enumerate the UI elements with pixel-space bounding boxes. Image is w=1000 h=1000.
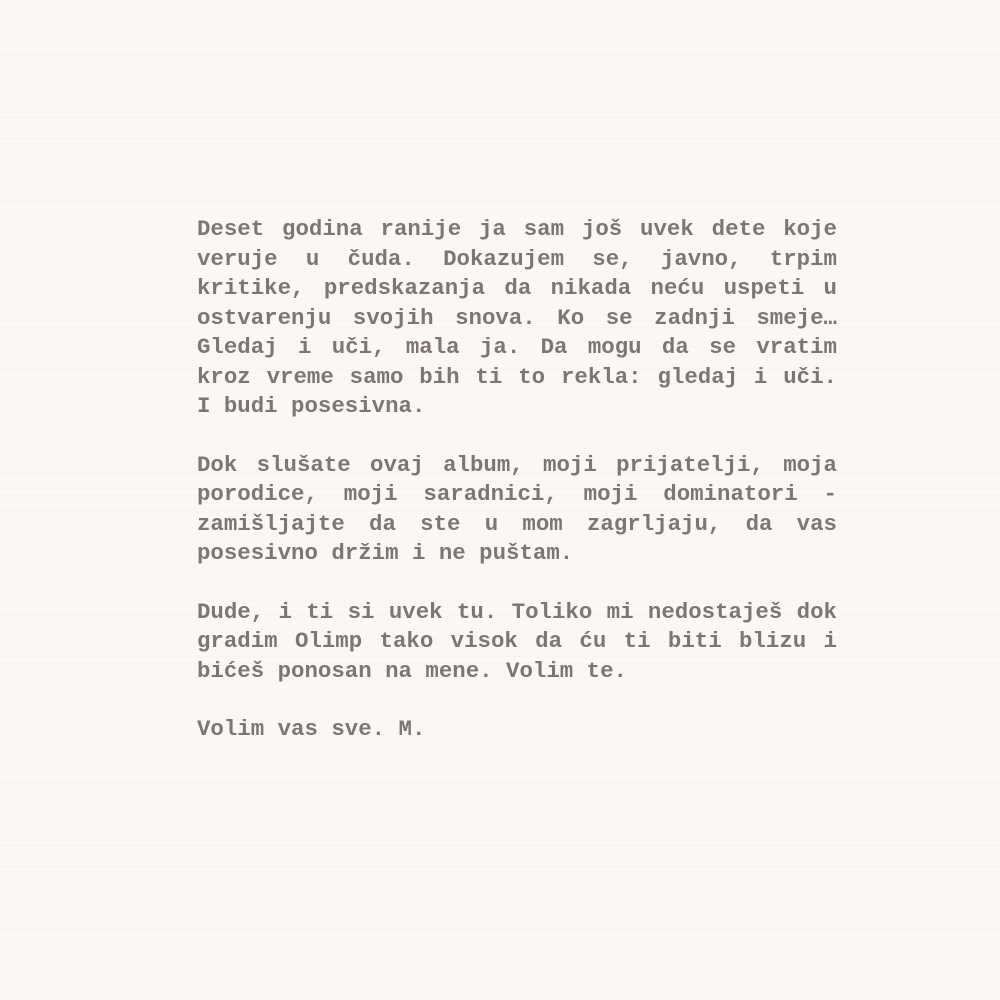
- paragraph-intro: Deset godina ranije ja sam još uvek dete koje veruje u čuda. Dokazujem se, javno, trpim kritike, predskazanja da nikada neću uspeti u ostvarenju svojih snova. Ko se zadnji smeje… Gledaj i uči, mala ja. Da mogu da se vratim kroz vreme samo bih ti to rekla: gledaj i uči. I budi posesivna.: [197, 216, 837, 419]
- paragraph-dedication: Dok slušate ovaj album, moji prijatelji, moja porodice, moji saradnici, moji dominatori - zamišljajte da ste u mom zagrljaju, da vas posesivno držim i ne puštam.: [197, 451, 837, 566]
- letter-body: [197, 215, 837, 745]
- signature-line: Volim vas sve. M.: [197, 716, 426, 742]
- paragraph-dude: Dude, i ti si uvek tu. Toliko mi nedostaješ dok gradim Olimp tako visok da ću ti biti blizu i bićeš ponosan na mene. Volim te.: [197, 598, 837, 684]
